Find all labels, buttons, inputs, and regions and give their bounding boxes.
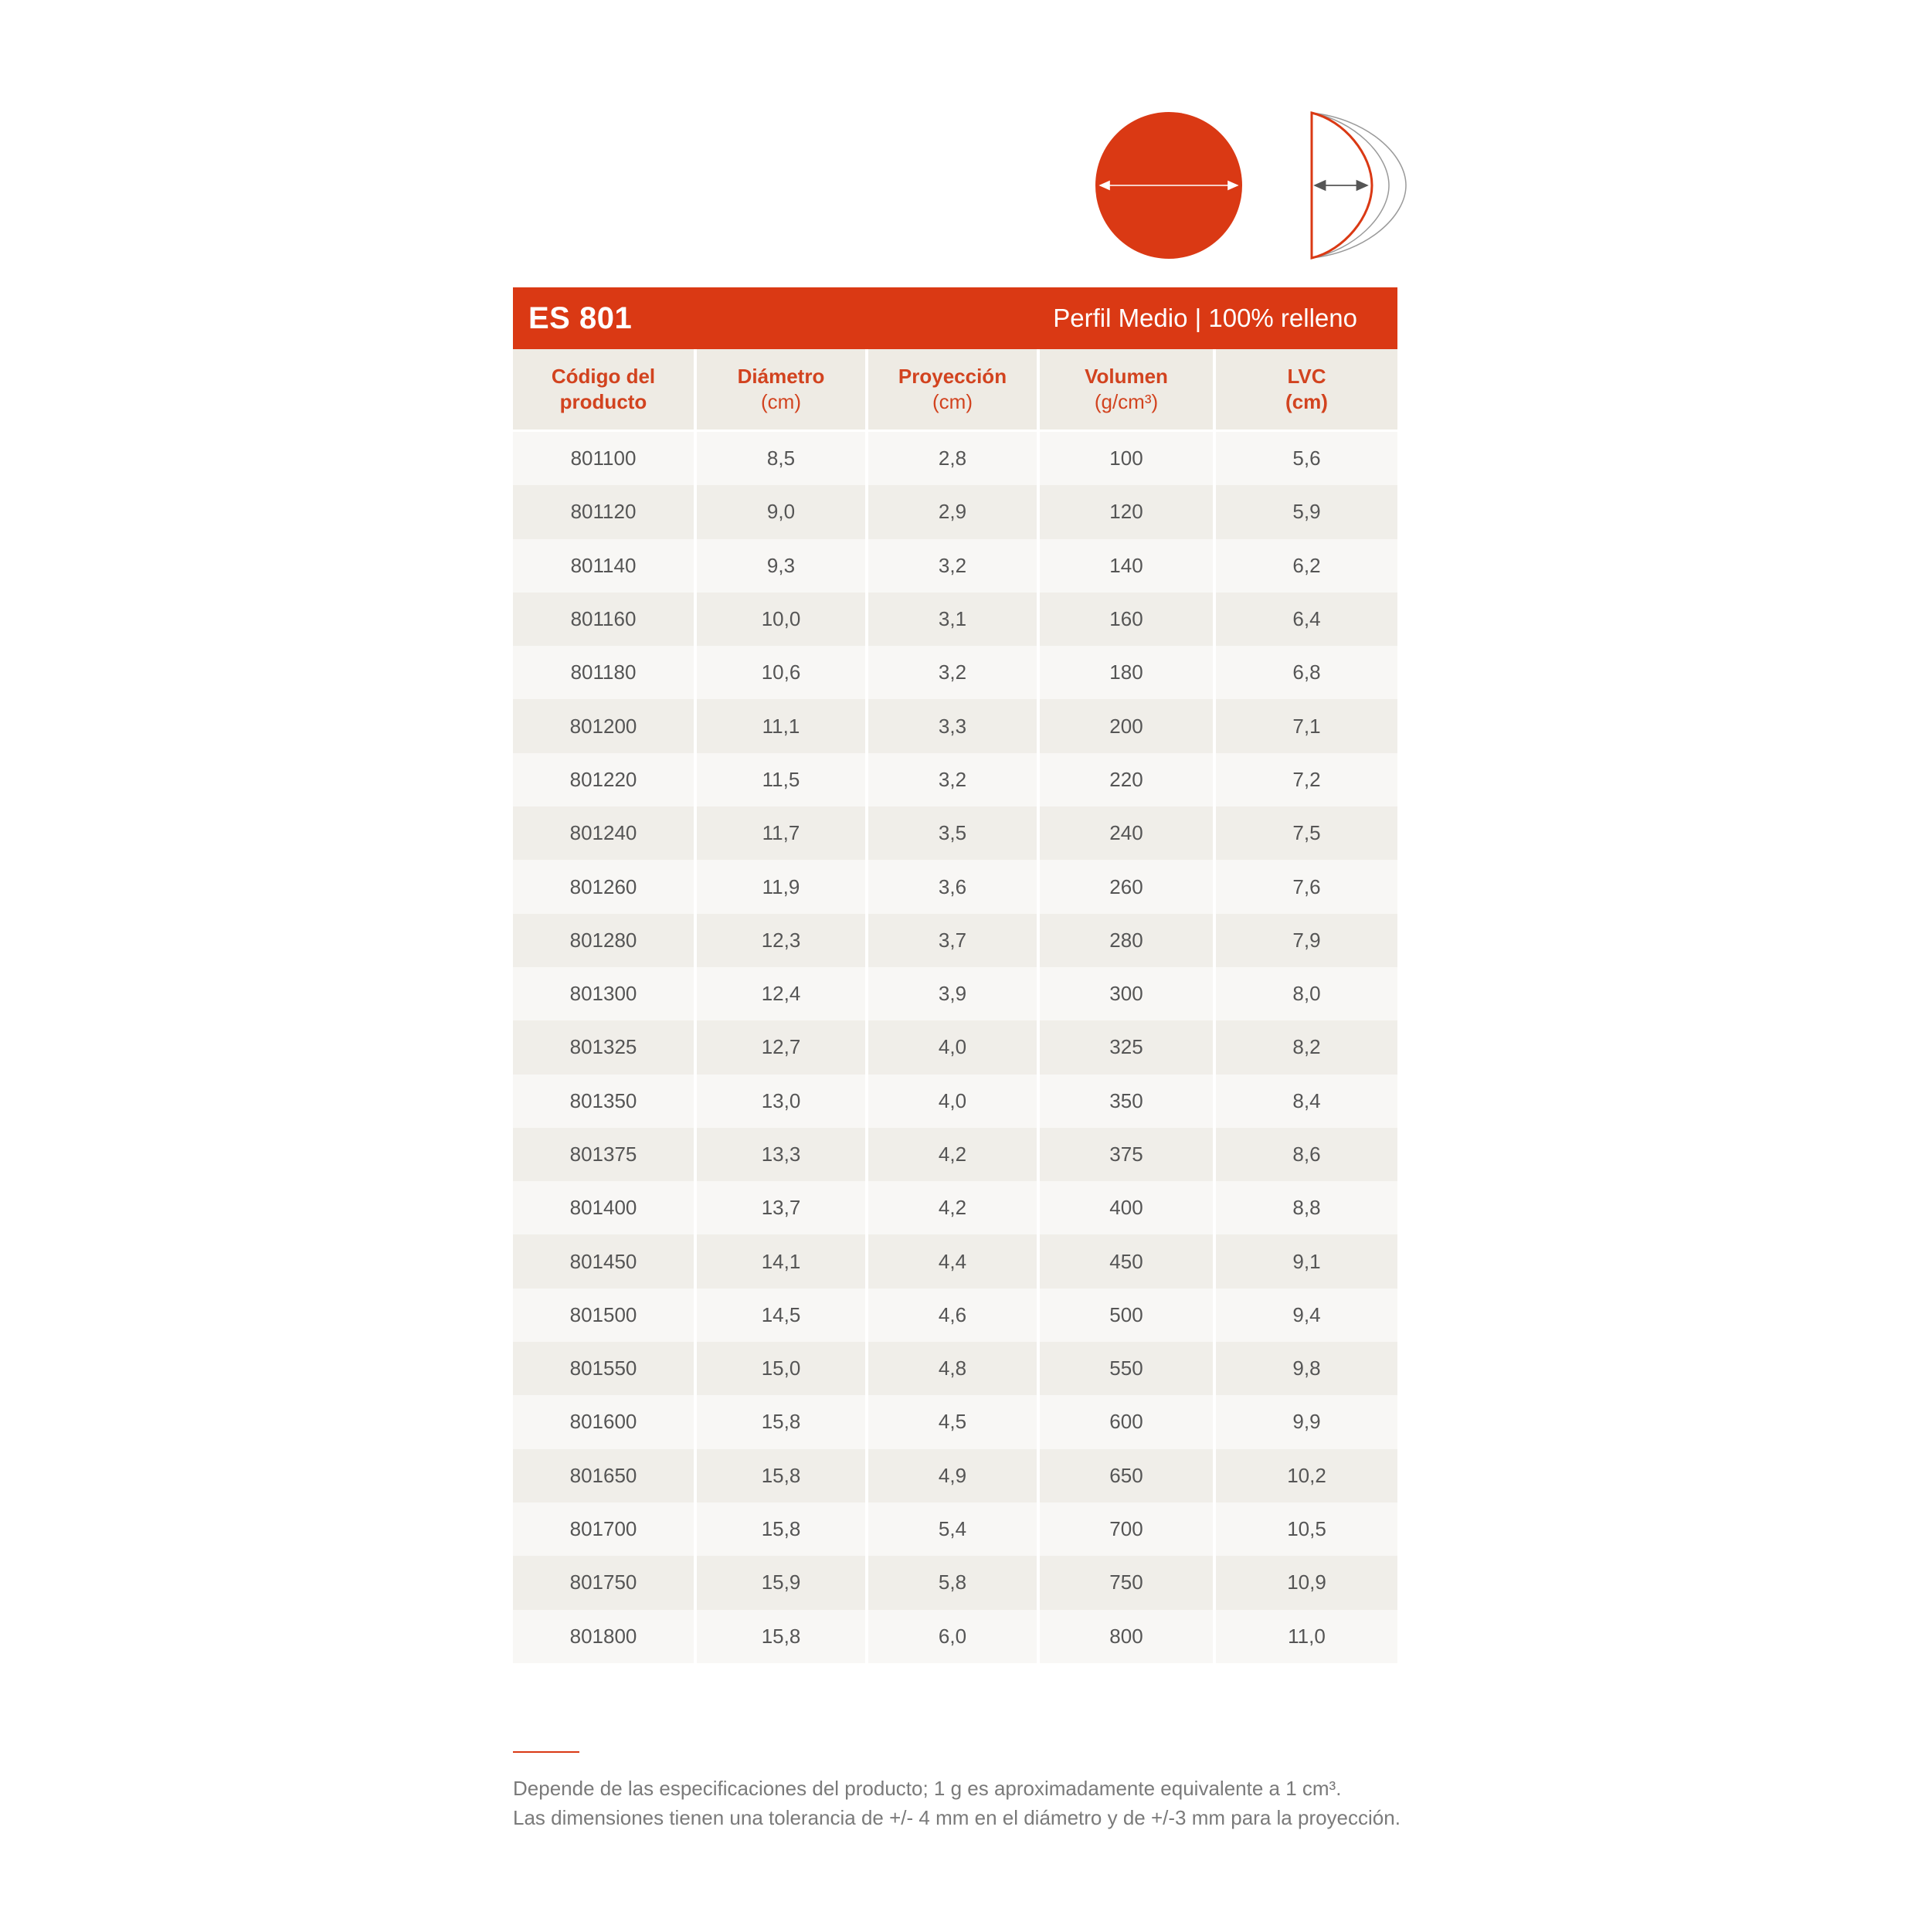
table-row — [513, 485, 1397, 538]
column-header — [697, 349, 868, 432]
table-cell: 4,0 — [868, 1075, 1040, 1128]
table-cell: 9,8 — [1216, 1342, 1397, 1395]
table-cell: 801300 — [513, 967, 697, 1020]
table-cell: 3,1 — [868, 593, 1040, 646]
table-cell: 3,7 — [868, 914, 1040, 967]
table-header — [513, 349, 1397, 432]
table-cell: 801450 — [513, 1234, 697, 1288]
table-cell: 12,7 — [697, 1020, 868, 1074]
table-cell: 15,8 — [697, 1610, 868, 1663]
column-header-unit: (cm) — [932, 390, 973, 413]
table-cell: 801180 — [513, 646, 697, 699]
table-cell: 3,5 — [868, 806, 1040, 860]
table-row — [513, 1234, 1397, 1288]
table-cell: 13,3 — [697, 1128, 868, 1181]
product-table-card — [513, 287, 1397, 1663]
table-cell: 8,2 — [1216, 1020, 1397, 1074]
table-cell: 6,0 — [868, 1610, 1040, 1663]
table-cell: 801750 — [513, 1556, 697, 1609]
table-row — [513, 860, 1397, 913]
table-cell: 300 — [1040, 967, 1216, 1020]
table-cell: 9,0 — [697, 485, 868, 538]
footnote-divider — [513, 1751, 579, 1753]
column-header-unit: producto — [559, 390, 647, 413]
table-cell: 5,6 — [1216, 432, 1397, 485]
column-header — [1216, 349, 1397, 432]
table-cell: 9,4 — [1216, 1289, 1397, 1342]
table-cell: 3,2 — [868, 539, 1040, 593]
table-cell: 12,3 — [697, 914, 868, 967]
table-cell: 10,0 — [697, 593, 868, 646]
column-header-label: Volumen — [1085, 365, 1168, 388]
table-cell: 801550 — [513, 1342, 697, 1395]
table-cell: 650 — [1040, 1449, 1216, 1502]
table-cell: 801140 — [513, 539, 697, 593]
table-cell: 11,7 — [697, 806, 868, 860]
table-cell: 375 — [1040, 1128, 1216, 1181]
table-cell: 15,8 — [697, 1395, 868, 1448]
table-cell: 15,8 — [697, 1449, 868, 1502]
table-cell: 801375 — [513, 1128, 697, 1181]
table-cell: 801700 — [513, 1502, 697, 1556]
product-title: ES 801 — [528, 300, 633, 335]
table-cell: 801500 — [513, 1289, 697, 1342]
table-cell: 15,0 — [697, 1342, 868, 1395]
table-row — [513, 1342, 1397, 1395]
table-cell: 801650 — [513, 1449, 697, 1502]
table-cell: 220 — [1040, 753, 1216, 806]
table-cell: 8,4 — [1216, 1075, 1397, 1128]
table-cell: 6,4 — [1216, 593, 1397, 646]
table-cell: 280 — [1040, 914, 1216, 967]
table-row — [513, 1449, 1397, 1502]
product-subtitle: Perfil Medio | 100% relleno — [1053, 304, 1357, 332]
table-cell: 8,8 — [1216, 1181, 1397, 1234]
table-cell: 9,9 — [1216, 1395, 1397, 1448]
table-cell: 4,6 — [868, 1289, 1040, 1342]
table-cell: 325 — [1040, 1020, 1216, 1074]
table-cell: 13,0 — [697, 1075, 868, 1128]
table-cell: 8,0 — [1216, 967, 1397, 1020]
column-header — [868, 349, 1040, 432]
table-cell: 160 — [1040, 593, 1216, 646]
column-header-label: Diámetro — [737, 365, 825, 388]
table-cell: 5,9 — [1216, 485, 1397, 538]
implant-icons — [1081, 100, 1437, 270]
table-cell: 100 — [1040, 432, 1216, 485]
table-cell: 801260 — [513, 860, 697, 913]
table-row — [513, 753, 1397, 806]
table-cell: 7,2 — [1216, 753, 1397, 806]
table-row — [513, 1502, 1397, 1556]
table-cell: 4,4 — [868, 1234, 1040, 1288]
table-cell: 5,8 — [868, 1556, 1040, 1609]
table-row — [513, 1181, 1397, 1234]
table-cell: 801100 — [513, 432, 697, 485]
column-header-label: Código del — [551, 365, 656, 388]
table-cell: 3,9 — [868, 967, 1040, 1020]
table-cell: 240 — [1040, 806, 1216, 860]
specifications-table — [513, 349, 1397, 1663]
table-row — [513, 806, 1397, 860]
table-cell: 120 — [1040, 485, 1216, 538]
table-cell: 801200 — [513, 699, 697, 752]
footnote-line-1: Depende de las especificaciones del producto; 1 g es aproximadamente equivalente a 1 cm³. — [513, 1777, 1342, 1800]
table-cell: 4,5 — [868, 1395, 1040, 1448]
table-cell: 7,1 — [1216, 699, 1397, 752]
table-cell: 2,9 — [868, 485, 1040, 538]
table-cell: 3,6 — [868, 860, 1040, 913]
table-cell: 2,8 — [868, 432, 1040, 485]
table-cell: 350 — [1040, 1075, 1216, 1128]
table-cell: 180 — [1040, 646, 1216, 699]
table-cell: 5,4 — [868, 1502, 1040, 1556]
table-row — [513, 1395, 1397, 1448]
table-row — [513, 1020, 1397, 1074]
table-cell: 600 — [1040, 1395, 1216, 1448]
column-header-unit: (cm) — [1285, 390, 1328, 413]
diameter-circle-icon — [1095, 112, 1242, 259]
table-cell: 7,6 — [1216, 860, 1397, 913]
column-header-label: Proyección — [898, 365, 1007, 388]
table-cell: 15,8 — [697, 1502, 868, 1556]
table-cell: 4,2 — [868, 1181, 1040, 1234]
projection-profile-icon — [1312, 113, 1406, 258]
table-cell: 801350 — [513, 1075, 697, 1128]
table-row — [513, 593, 1397, 646]
table-cell: 801120 — [513, 485, 697, 538]
column-header-unit: (g/cm³) — [1094, 390, 1159, 413]
table-row — [513, 967, 1397, 1020]
table-cell: 7,9 — [1216, 914, 1397, 967]
table-cell: 200 — [1040, 699, 1216, 752]
table-cell: 550 — [1040, 1342, 1216, 1395]
table-cell: 801400 — [513, 1181, 697, 1234]
table-cell: 500 — [1040, 1289, 1216, 1342]
table-cell: 10,5 — [1216, 1502, 1397, 1556]
table-cell: 750 — [1040, 1556, 1216, 1609]
table-cell: 10,6 — [697, 646, 868, 699]
table-cell: 801160 — [513, 593, 697, 646]
table-row — [513, 1610, 1397, 1663]
table-row — [513, 539, 1397, 593]
table-cell: 11,1 — [697, 699, 868, 752]
table-cell: 260 — [1040, 860, 1216, 913]
footnotes — [513, 1774, 1517, 1832]
table-cell: 14,1 — [697, 1234, 868, 1288]
table-cell: 11,0 — [1216, 1610, 1397, 1663]
table-body — [513, 432, 1397, 1663]
table-cell: 14,5 — [697, 1289, 868, 1342]
table-cell: 8,6 — [1216, 1128, 1397, 1181]
column-header — [513, 349, 697, 432]
table-cell: 801600 — [513, 1395, 697, 1448]
table-row — [513, 914, 1397, 967]
table-row — [513, 1289, 1397, 1342]
table-cell: 801220 — [513, 753, 697, 806]
table-cell: 700 — [1040, 1502, 1216, 1556]
table-cell: 13,7 — [697, 1181, 868, 1234]
table-cell: 10,2 — [1216, 1449, 1397, 1502]
column-header — [1040, 349, 1216, 432]
table-cell: 801280 — [513, 914, 697, 967]
table-cell: 450 — [1040, 1234, 1216, 1288]
table-row — [513, 1128, 1397, 1181]
table-cell: 4,2 — [868, 1128, 1040, 1181]
table-cell: 9,3 — [697, 539, 868, 593]
table-cell: 4,9 — [868, 1449, 1040, 1502]
column-header-label: LVC — [1287, 365, 1326, 388]
table-cell: 801240 — [513, 806, 697, 860]
table-title-bar — [513, 287, 1397, 349]
table-cell: 3,2 — [868, 753, 1040, 806]
column-header-unit: (cm) — [761, 390, 801, 413]
table-cell: 6,2 — [1216, 539, 1397, 593]
table-cell: 10,9 — [1216, 1556, 1397, 1609]
table-row — [513, 432, 1397, 485]
table-cell: 4,8 — [868, 1342, 1040, 1395]
table-cell: 140 — [1040, 539, 1216, 593]
table-row — [513, 646, 1397, 699]
table-cell: 11,9 — [697, 860, 868, 913]
table-cell: 3,3 — [868, 699, 1040, 752]
table-row — [513, 1075, 1397, 1128]
table-cell: 11,5 — [697, 753, 868, 806]
table-cell: 4,0 — [868, 1020, 1040, 1074]
table-row — [513, 699, 1397, 752]
table-cell: 8,5 — [697, 432, 868, 485]
table-cell: 800 — [1040, 1610, 1216, 1663]
table-cell: 7,5 — [1216, 806, 1397, 860]
table-row — [513, 1556, 1397, 1609]
table-cell: 12,4 — [697, 967, 868, 1020]
table-cell: 801800 — [513, 1610, 697, 1663]
table-cell: 801325 — [513, 1020, 697, 1074]
table-cell: 400 — [1040, 1181, 1216, 1234]
table-cell: 9,1 — [1216, 1234, 1397, 1288]
table-cell: 15,9 — [697, 1556, 868, 1609]
footnote-line-2: Las dimensiones tienen una tolerancia de +/- 4 mm en el diámetro y de +/-3 mm para la proyección. — [513, 1806, 1401, 1829]
table-cell: 6,8 — [1216, 646, 1397, 699]
table-cell: 3,2 — [868, 646, 1040, 699]
